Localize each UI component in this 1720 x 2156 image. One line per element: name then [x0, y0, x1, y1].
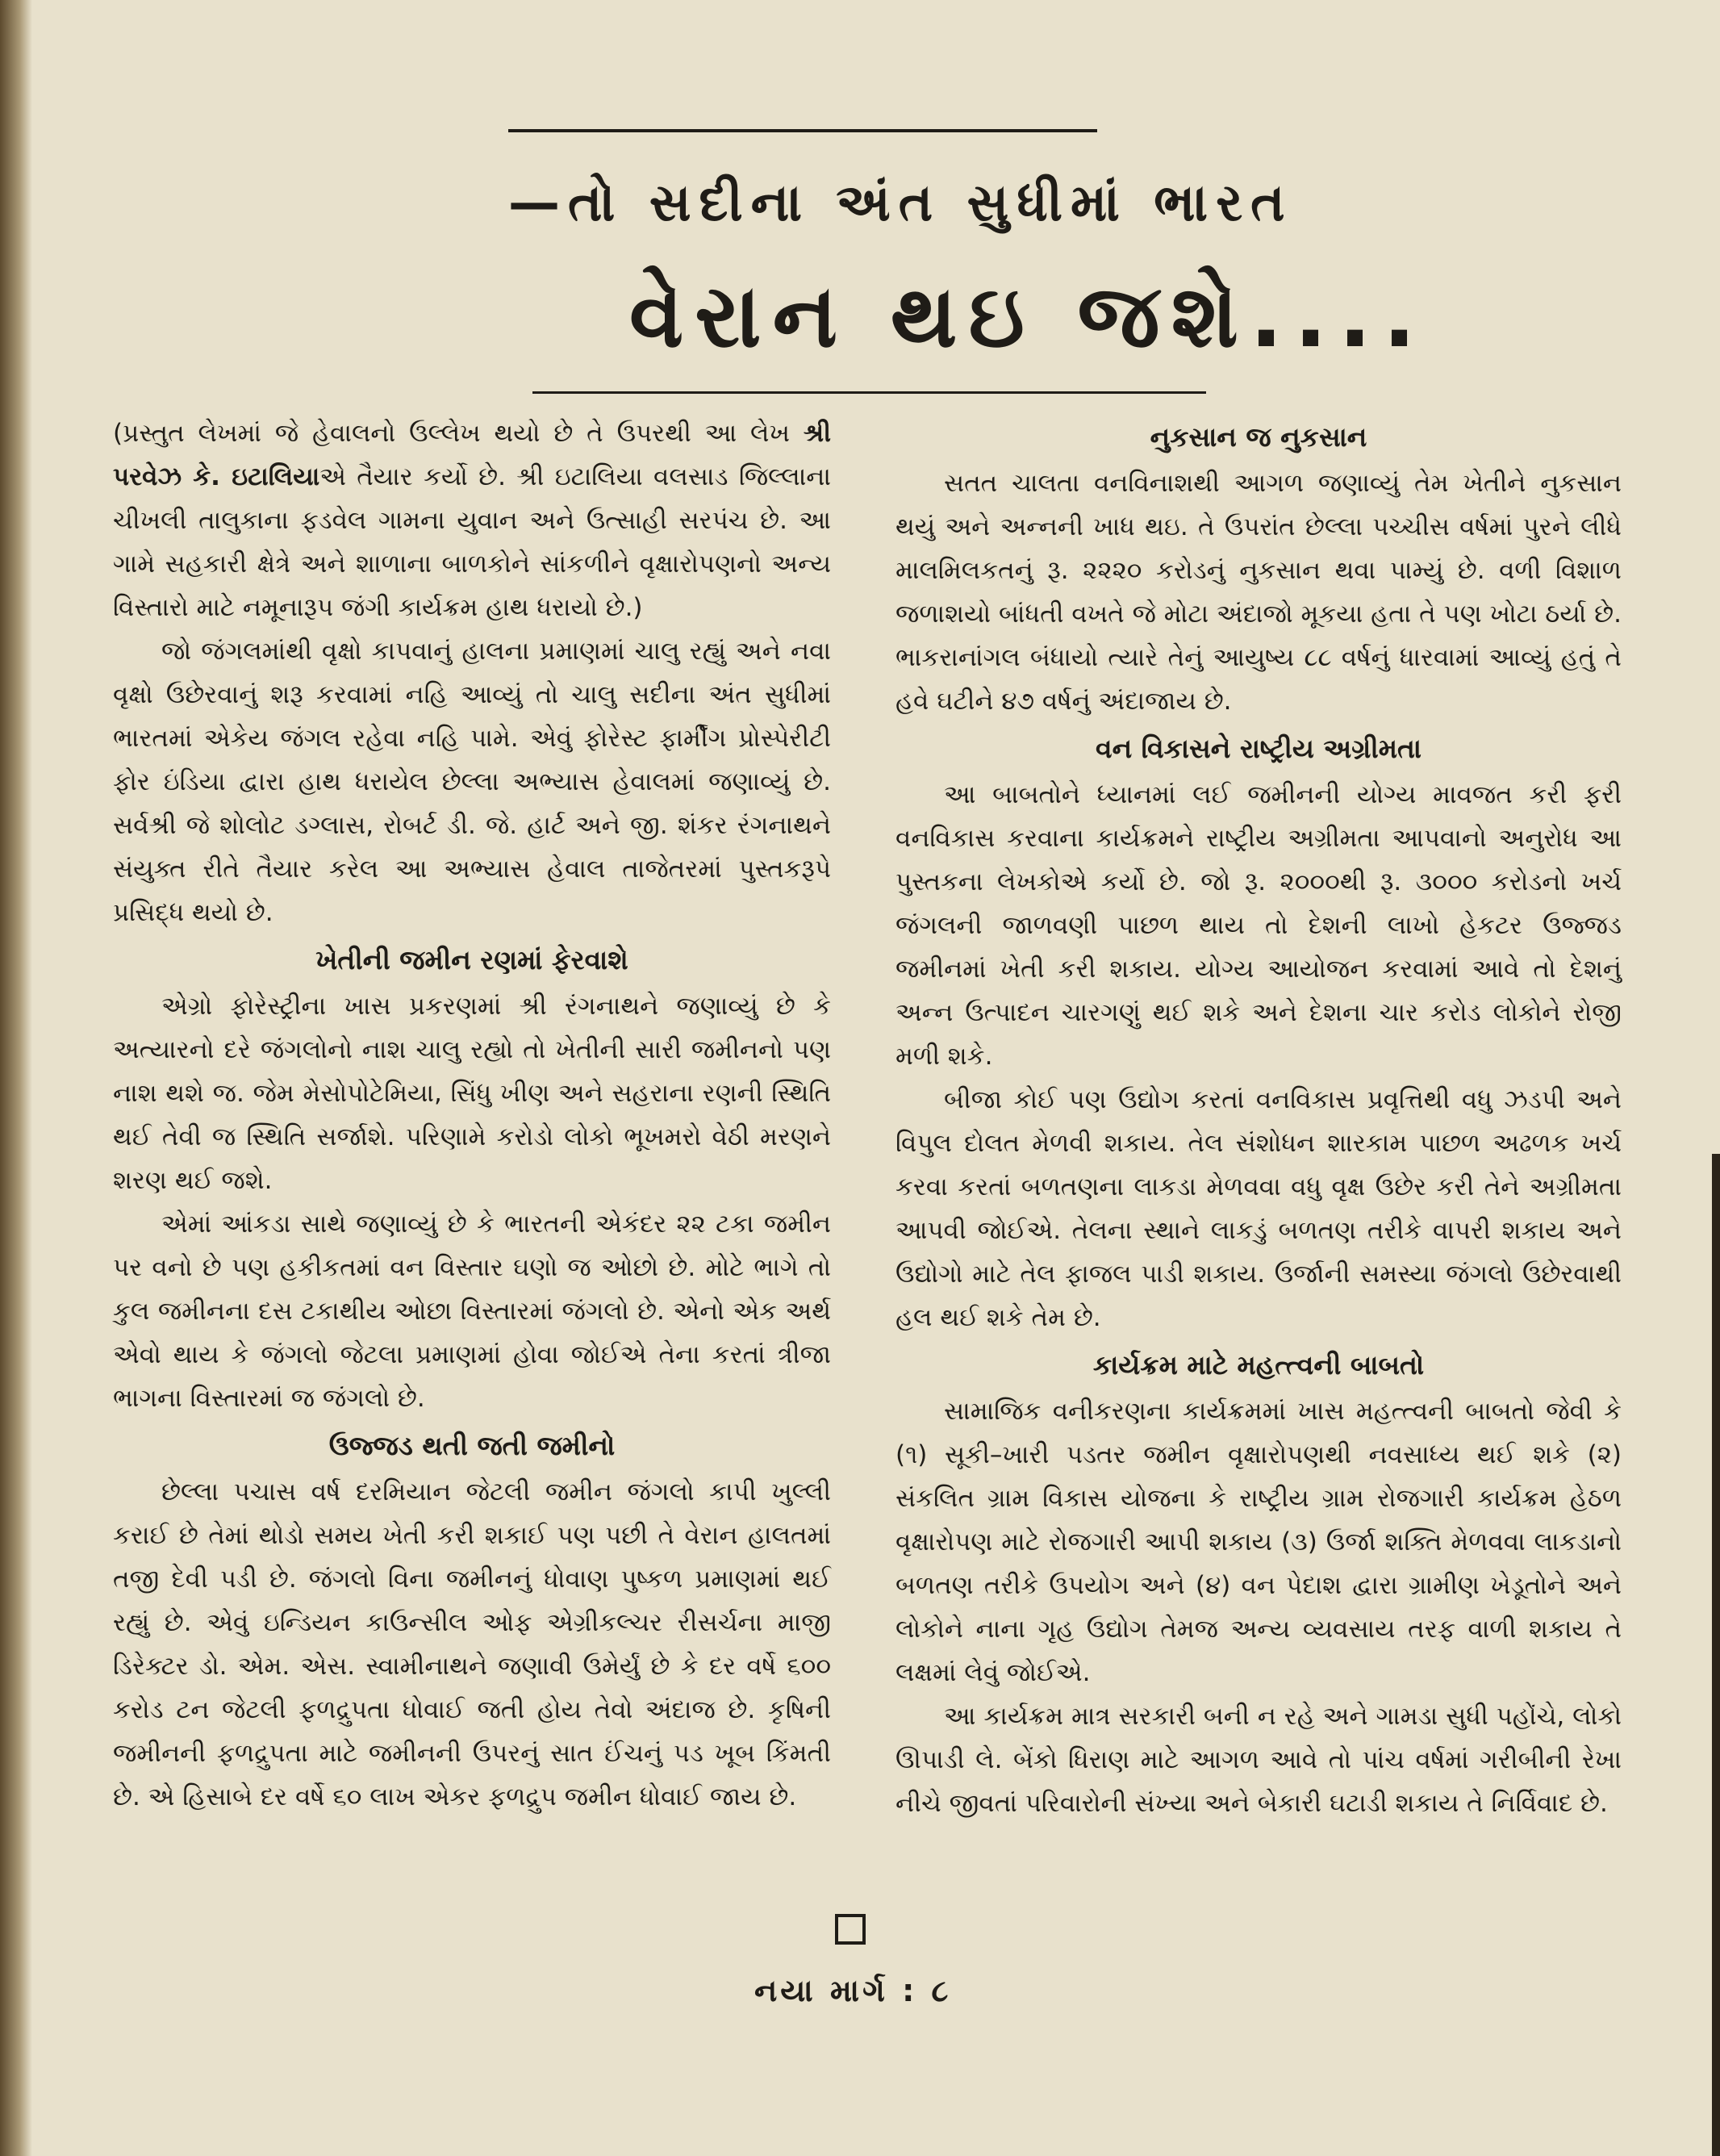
right-column [895, 412, 1622, 1825]
author-name: શ્રી પરવેઝ કે. ઇટાલિયા [113, 419, 831, 491]
intro-text-1: (પ્રસ્તુત લેખમાં જે હેવાલનો ઉલ્લેખ થયો છે તે ઉપરથી આ લેખ [113, 419, 804, 448]
section-heading: નુકસાન જ નુકસાન [1150, 421, 1367, 453]
body-paragraph: એમાં આંકડા સાથે જણાવ્યું છે કે ભારતની એકંદર ૨૨ ટકા જમીન પર વનો છે પણ હકીકતમાં વન વિસ્તાર ઘણો જ ઓછો છે. મોટે ભાગે તો કુલ જમીનના દસ ટકાથીય ઓછા વિસ્તારમાં જંગલો છે. એનો એક અર્થ એવો થાય કે જંગલો જેટલા પ્રમાણમાં હોવા જોઈએ તેના કરતાં ત્રીજા ભાગના વિસ્તારમાં જ જંગલો છે. [113, 1210, 831, 1413]
title-rule [532, 391, 1206, 394]
body-paragraph: બીજા કોઈ પણ ઉદ્યોગ કરતાં વનવિકાસ પ્રવૃત્તિથી વધુ ઝડપી અને વિપુલ દોલત મેળવી શકાય. તેલ સંશોધન શારકામ પાછળ અઢળક ખર્ચ કરવા કરતાં બળતણના લાકડા મેળવવા વધુ વૃક્ષ ઉછેર કરી તેને અગ્રીમતા આપવી જોઈએ. તેલના સ્થાને લાકડું બળતણ તરીકે વાપરી શકાય અને ઉદ્યોગો માટે તેલ ફાજલ પાડી શકાય. ઉર્જાની સમસ્યા જંગલો ઉછેરવાથી હલ થઈ શકે તેમ છે. [895, 1085, 1622, 1332]
article-kicker: —તો સદીના અંત સુધીમાં ભારત [508, 173, 1293, 233]
body-paragraph: એગ્રો ફોરેસ્ટ્રીના ખાસ પ્રકરણમાં શ્રી રંગનાથને જણાવ્યું છે કે અત્યારનો દરે જંગલોનો નાશ ચાલુ રહ્યો તો ખેતીની સારી જમીનનો પણ નાશ થશે જ. જેમ મેસોપોટેમિયા, સિંધુ ખીણ અને સહરાના રણની સ્થિતિ થઈ તેવી જ સ્થિતિ સર્જાશે. પરિણામે કરોડો લોકો ભૂખમરો વેઠી મરણને શરણ થઈ જશે. [113, 992, 831, 1195]
body-paragraph: આ બાબતોને ધ્યાનમાં લઈ જમીનની યોગ્ય માવજત કરી ફરી વનવિકાસ કરવાના કાર્યક્રમને રાષ્ટ્રીય અગ્રીમતા આપવાનો અનુરોધ આ પુસ્તકના લેખકોએ કર્યો છે. જો રૂ. ૨૦૦૦થી રૂ. ૩૦૦૦ કરોડનો ખર્ચ જંગલની જાળવણી પાછળ થાય તો દેશની લાખો હેકટર ઉજ્જડ જમીનમાં ખેતી કરી શકાય. યોગ્ય આયોજન કરવામાં આવે તો દેશનું અન્ન ઉત્પાદન ચારગણું થઈ શકે અને દેશના ચાર કરોડ લોકોને રોજી મળી શકે. [895, 780, 1622, 1071]
end-mark-square [835, 1914, 866, 1945]
page-footer: નયા માર્ગ : ૮ [754, 1973, 952, 2008]
intro-note [113, 412, 831, 629]
body-paragraph: છેલ્લા પચાસ વર્ષ દરમિયાન જેટલી જમીન જંગલો કાપી ખુલ્લી કરાઈ છે તેમાં થોડો સમય ખેતી કરી શકાઈ પણ પછી તે વેરાન હાલતમાં તજી દેવી પડી છે. જંગલો વિના જમીનનું ધોવાણ પુષ્કળ પ્રમાણમાં થઈ રહ્યું છે. એવું ઇન્ડિયન કાઉન્સીલ ઓફ એગ્રીકલ્ચર રીસર્ચના માજી ડિરેક્ટર ડો. એમ. એસ. સ્વામીનાથને જણાવી ઉમેર્યું છે કે દર વર્ષે ૬૦૦ કરોડ ટન જેટલી ફળદ્રુપતા ધોવાઈ જતી હોય તેવો અંદાજ છે. કૃષિની જમીનની ફળદ્રુપતા માટે જમીનની ઉપરનું સાત ઈંચનું પડ ખૂબ કિંમતી છે. એ હિસાબે દર વર્ષે ૬૦ લાખ એકર ફળદ્રુપ જમીન ધોવાઈ જાય છે. [113, 1477, 831, 1811]
left-column [113, 412, 831, 1819]
top-rule [508, 129, 1097, 132]
section-heading: વન વિકાસને રાષ્ટ્રીય અગ્રીમતા [1096, 733, 1422, 764]
body-paragraph: આ કાર્યક્રમ માત્ર સરકારી બની ન રહે અને ગામડા સુધી પહોંચે, લોકો ઊપાડી લે. બેંકો ધિરાણ માટે આગળ આવે તો પાંચ વર્ષમાં ગરીબીની રેખા નીચે જીવતાં પરિવારોની સંખ્યા અને બેકારી ઘટાડી શકાય તે નિર્વિવાદ છે. [895, 1702, 1622, 1818]
article-title: વેરાન થઇ જશે.... [629, 266, 1428, 367]
section-heading: ઉજ્જડ થતી જતી જમીનો [328, 1430, 616, 1461]
page-edge-shadow [1712, 1154, 1720, 2156]
section-heading: કાર્યક્રમ માટે મહત્ત્વની બાબતો [1092, 1349, 1425, 1381]
body-paragraph: જો જંગલમાંથી વૃક્ષો કાપવાનું હાલના પ્રમાણમાં ચાલુ રહ્યું અને નવા વૃક્ષો ઉછેરવાનું શરૂ કરવામાં નહિ આવ્યું તો ચાલુ સદીના અંત સુધીમાં ભારતમાં એકેય જંગલ રહેવા નહિ પામે. એવું ફોરેસ્ટ ફાર્મીંગ પ્રોસ્પેરીટી ફોર ઇંડિયા દ્વારા હાથ ધરાયેલ છેલ્લા અભ્યાસ હેવાલમાં જણાવ્યું છે. સર્વશ્રી જે શોલોટ ડગ્લાસ, રોબર્ટ ડી. જે. હાર્ટ અને જી. શંકર રંગનાથને સંયુક્ત રીતે તૈયાર કરેલ આ અભ્યાસ હેવાલ તાજેતરમાં પુસ્તકરૂપે પ્રસિદ્ધ થયો છે. [113, 637, 831, 927]
intro-text-2: એ તૈયાર કર્યો છે. શ્રી ઇટાલિયા વલસાડ જિલ્લાના ચીખલી તાલુકાના ફડવેલ ગામના યુવાન અને ઉત્સાહી સરપંચ છે. આ ગામે સહકારી ક્ષેત્રે અને શાળાના બાળકોને સાંકળીને વૃક્ષારોપણનો અન્ય વિસ્તારો માટે નમૂનારૂપ જંગી કાર્યક્રમ હાથ ધરાયો છે.) [113, 462, 831, 622]
body-paragraph: સામાજિક વનીકરણના કાર્યક્રમમાં ખાસ મહત્ત્વની બાબતો જેવી કે (૧) સૂકી–ખારી પડતર જમીન વૃક્ષારોપણથી નવસાધ્ય થઈ શકે (૨) સંકલિત ગ્રામ વિકાસ યોજના કે રાષ્ટ્રીય ગ્રામ રોજગારી કાર્યક્રમ હેઠળ વૃક્ષારોપણ માટે રોજગારી આપી શકાય (૩) ઉર્જા શક્તિ મેળવવા લાકડાનો બળતણ તરીકે ઉપયોગ અને (૪) વન પેદાશ દ્વારા ગ્રામીણ ખેડૂતોને અને લોકોને નાના ગૃહ ઉદ્યોગ તેમજ અન્ય વ્યવસાય તરફ વાળી શકાય તે લક્ષમાં લેવું જોઈએ. [895, 1397, 1622, 1687]
section-heading: ખેતીની જમીન રણમાં ફેરવાશે [315, 944, 628, 976]
body-paragraph: સતત ચાલતા વનવિનાશથી આગળ જણાવ્યું તેમ ખેતીને નુકસાન થયું અને અન્નની ખાધ થઇ. તે ઉપરાંત છેલ્લા પચ્ચીસ વર્ષમાં પુરને લીધે માલમિલકતનું રૂ. ૨૨૨૦ કરોડનું નુકસાન થવા પામ્યું છે. વળી વિશાળ જળાશયો બાંધતી વખતે જે મોટા અંદાજો મૂકયા હતા તે પણ ખોટા ઠર્યા છે. ભાકરાનાંગલ બંધાયો ત્યારે તેનું આયુષ્ય ૮૮ વર્ષનું ધારવામાં આવ્યું હતું તે હવે ઘટીને ૪૭ વર્ષનું અંદાજાય છે. [895, 469, 1622, 716]
binding-edge [0, 0, 32, 2156]
